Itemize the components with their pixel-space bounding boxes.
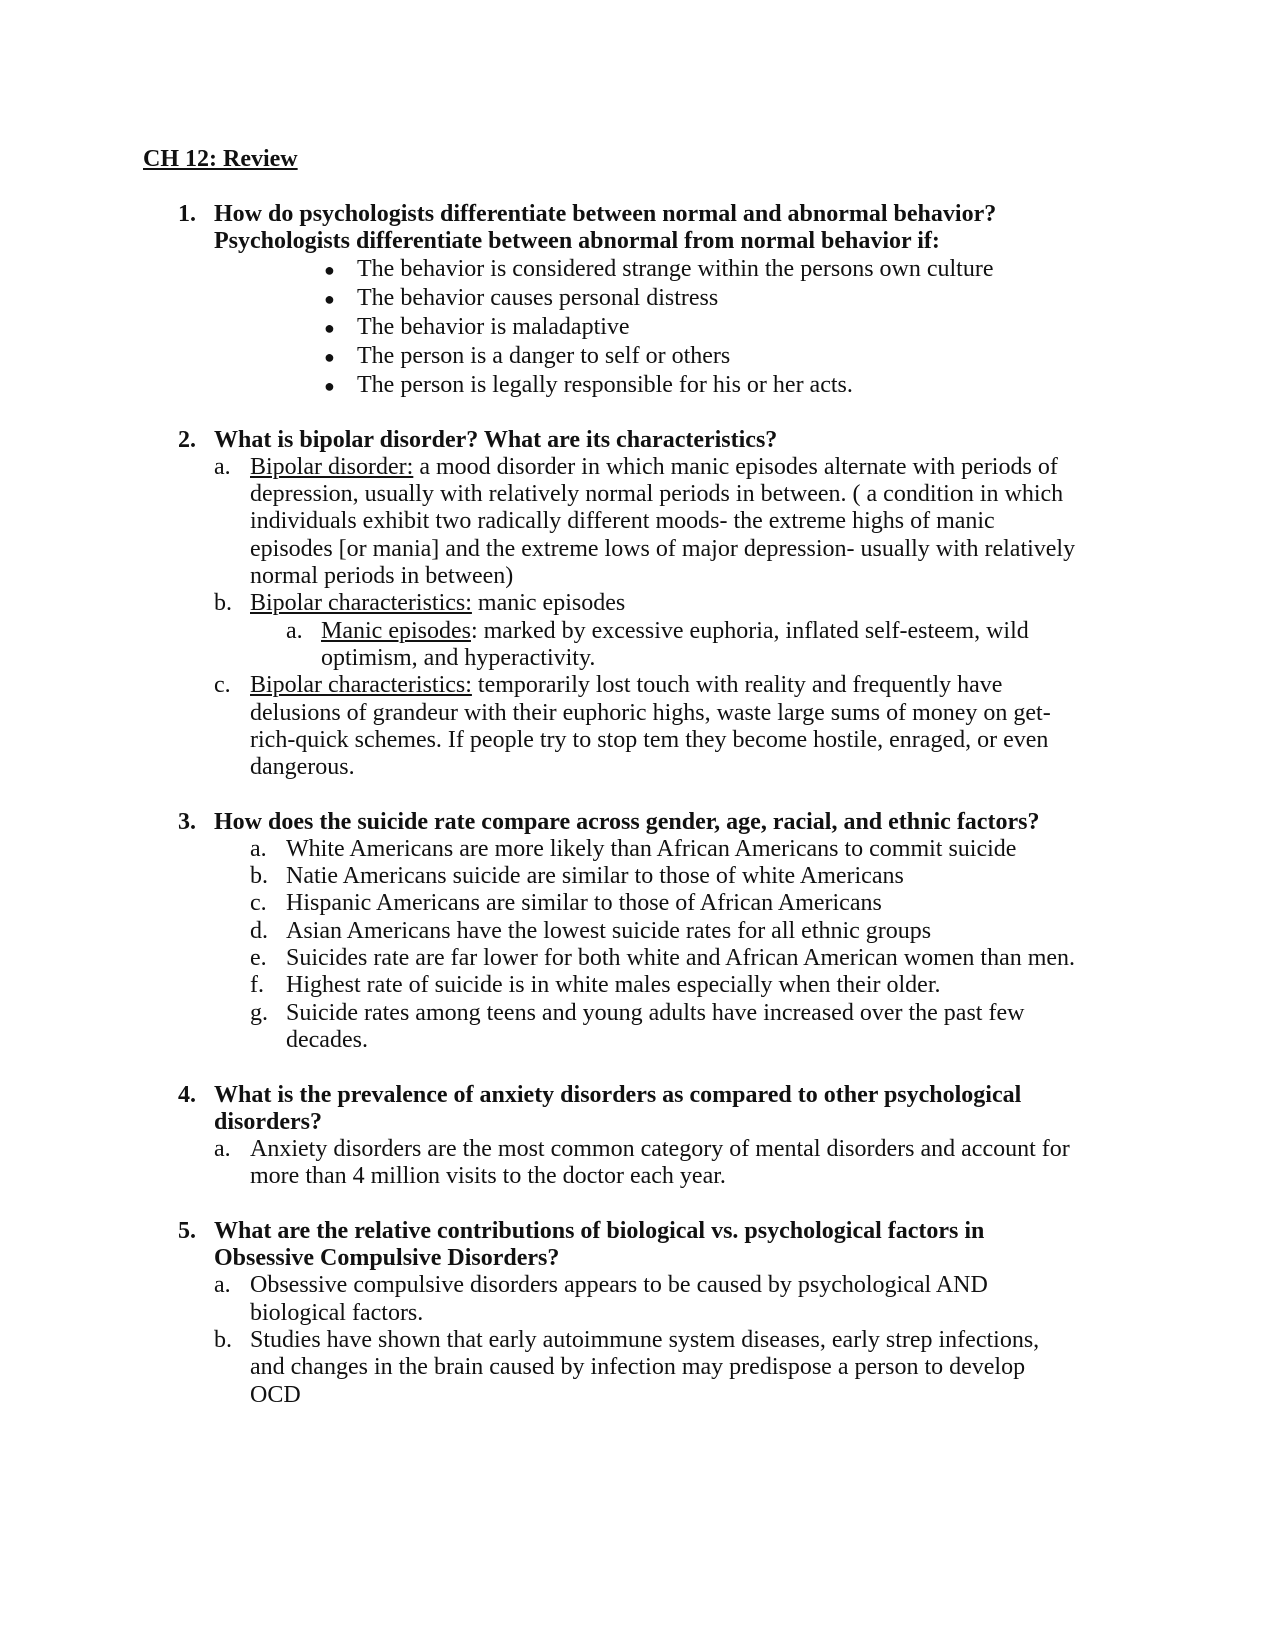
bullet-icon: ● [324,260,335,280]
bullet-item: The behavior causes personal distress [357,285,719,311]
answer-line: Obsessive compulsive disorders appears to be caused by psychological AND [250,1272,988,1298]
answer-line: Anxiety disorders are the most common category of mental disorders and account for [250,1136,1070,1162]
list-marker: a. [286,618,303,644]
list-item: White Americans are more likely than African Americans to commit suicide [286,836,1017,862]
term: Bipolar characteristics: [250,672,472,698]
bullet-icon: ● [324,289,335,309]
list-item: Natie Americans suicide are similar to those of white Americans [286,863,904,889]
list-marker: g. [250,1000,268,1026]
answer-text: manic episodes [471,590,626,616]
list-item: decades. [286,1027,368,1053]
answer-line: rich-quick schemes. If people try to stop tem they become hostile, enraged, or even [250,727,1049,753]
list-item: Hispanic Americans are similar to those of African Americans [286,890,882,916]
question-text: How does the suicide rate compare across gender, age, racial, and ethnic factors? [214,809,1040,835]
question-text: What is bipolar disorder? What are its characteristics? [214,427,778,453]
term: Bipolar disorder: [250,454,414,480]
list-marker: f. [250,972,264,998]
list-marker: a. [214,454,231,480]
list-marker: b. [214,1327,232,1353]
bullet-icon: ● [324,347,335,367]
bullet-item: The behavior is considered strange within the persons own culture [357,256,994,282]
answer-line: OCD [250,1382,301,1408]
list-marker: c. [214,672,231,698]
answer-line: normal periods in between) [250,563,514,589]
list-marker: b. [214,590,232,616]
question-text: What are the relative contributions of biological vs. psychological factors in [214,1218,985,1244]
question-text: What is the prevalence of anxiety disorders as compared to other psychological [214,1082,1022,1108]
question-text: Obsessive Compulsive Disorders? [214,1245,560,1271]
answer-line: optimism, and hyperactivity. [321,645,596,671]
bullet-item: The behavior is maladaptive [357,314,630,340]
question-number: 4. [178,1082,196,1108]
answer-line: individuals exhibit two radically different moods- the extreme highs of manic [250,508,995,534]
answer-line: depression, usually with relatively normal periods in between. ( a condition in which [250,481,1064,507]
list-marker: a. [250,836,267,862]
bullet-item: The person is a danger to self or others [357,343,731,369]
answer-line: Studies have shown that early autoimmune system diseases, early strep infections, [250,1327,1040,1353]
answer-line: dangerous. [250,754,355,780]
list-marker: c. [250,890,267,916]
answer-text: : marked by excessive euphoria, inflated self-esteem, wild [470,618,1029,644]
term: Bipolar characteristics: [250,590,472,616]
question-text: How do psychologists differentiate between normal and abnormal behavior? [214,201,997,227]
list-item: Suicides rate are far lower for both white and African American women than men. [286,945,1076,971]
question-number: 5. [178,1218,196,1244]
answer-line: episodes [or mania] and the extreme lows of major depression- usually with relatively [250,536,1076,562]
answer-text: a mood disorder in which manic episodes alternate with periods of [413,454,1058,480]
page-title: CH 12: Review [143,146,298,172]
list-item: Highest rate of suicide is in white males especially when their older. [286,972,941,998]
list-item: Asian Americans have the lowest suicide rates for all ethnic groups [286,918,932,944]
list-item: Suicide rates among teens and young adults have increased over the past few [286,1000,1025,1026]
list-marker: a. [214,1272,231,1298]
answer-line: biological factors. [250,1300,424,1326]
question-number: 1. [178,201,196,227]
bullet-icon: ● [324,376,335,396]
answer-line: delusions of grandeur with their euphoric highs, waste large sums of money on get- [250,700,1051,726]
question-text: Psychologists differentiate between abnormal from normal behavior if: [214,228,940,254]
answer-line: more than 4 million visits to the doctor each year. [250,1163,726,1189]
question-number: 2. [178,427,196,453]
answer-line [321,617,1029,646]
list-marker: b. [250,863,268,889]
bullet-item: The person is legally responsible for his or her acts. [357,372,853,398]
answer-line [250,671,1002,700]
list-marker: a. [214,1136,231,1162]
bullet-icon: ● [324,318,335,338]
answer-text: temporarily lost touch with reality and frequently have [471,672,1003,698]
answer-line: and changes in the brain caused by infection may predispose a person to develop [250,1354,1026,1380]
question-number: 3. [178,809,196,835]
answer-line [250,589,625,618]
list-marker: d. [250,918,268,944]
question-text: disorders? [214,1109,322,1135]
answer-line [250,453,1058,482]
list-marker: e. [250,945,267,971]
term: Manic episodes [321,618,471,644]
